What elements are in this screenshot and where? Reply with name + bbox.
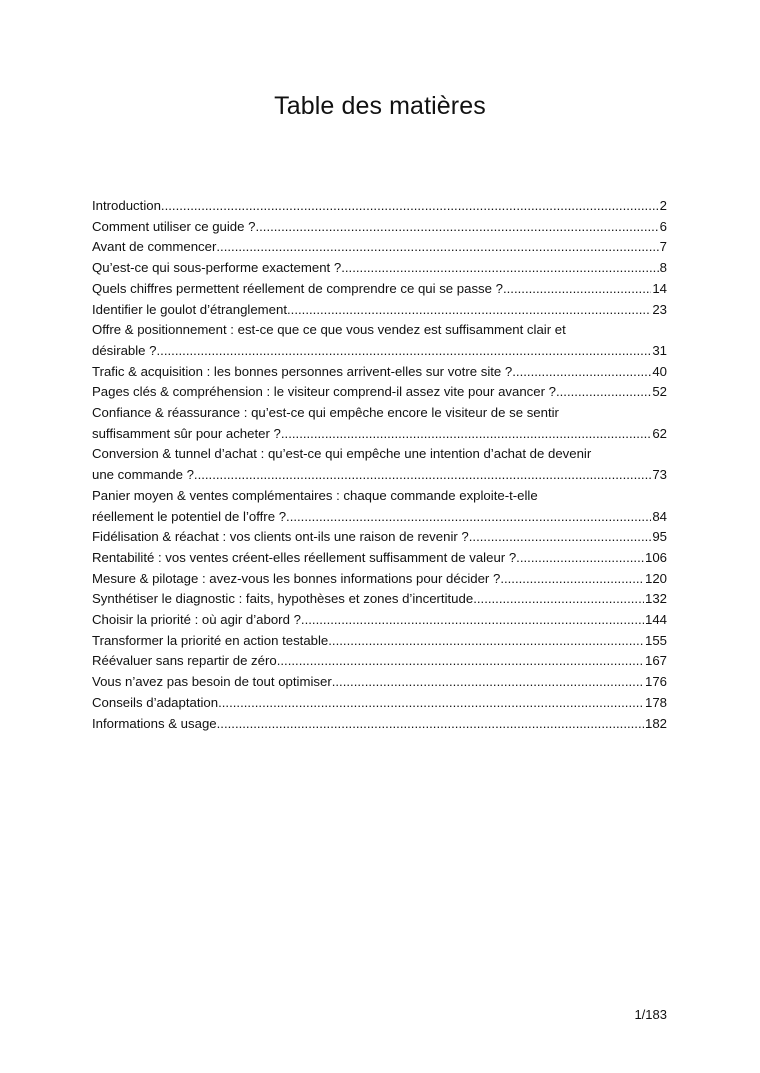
dot-leader xyxy=(328,631,644,652)
toc-entry[interactable] xyxy=(92,589,667,610)
dot-leader xyxy=(218,693,644,714)
toc-entry[interactable] xyxy=(92,569,667,590)
toc-entry-title: Synthétiser le diagnostic : faits, hypothèses et zones d’incertitude xyxy=(92,591,474,607)
dot-leader xyxy=(286,507,651,528)
dot-leader xyxy=(512,362,651,383)
toc-entry-title-line: Confiance & réassurance : qu’est-ce qui empêche encore le visiteur de se sentir xyxy=(92,405,559,421)
toc-page-number: 23 xyxy=(652,301,667,317)
dot-leader xyxy=(469,527,652,548)
toc-page-number: 14 xyxy=(652,280,667,296)
toc-page-number: 2 xyxy=(659,198,667,213)
toc-entry-title: Vous n’avez pas besoin de tout optimiser xyxy=(92,674,332,690)
toc-entry-title: Conseils d’adaptation xyxy=(92,694,219,710)
toc-entry[interactable] xyxy=(92,382,667,403)
toc-entry-title: désirable ? xyxy=(92,342,157,358)
toc-entry-title: Informations & usage xyxy=(92,715,217,731)
toc-entry[interactable] xyxy=(92,237,667,258)
dot-leader xyxy=(503,279,651,300)
toc-page-number: 31 xyxy=(652,342,667,358)
toc-page-number: 62 xyxy=(652,425,667,441)
dot-leader xyxy=(473,589,644,610)
toc-entry-title: Identifier le goulot d’étranglement xyxy=(92,301,288,317)
toc-entry-title-line: Conversion & tunnel d’achat : qu’est-ce qui empêche une intention d’achat de devenir xyxy=(92,446,592,462)
toc-page-number: 176 xyxy=(644,674,667,690)
toc-entry-title: Trafic & acquisition : les bonnes personnes arrivent-elles sur votre site ? xyxy=(92,363,513,379)
toc-page-number: 73 xyxy=(652,467,667,483)
dot-leader xyxy=(341,258,658,279)
toc-page-number: 155 xyxy=(644,632,667,648)
toc-entry[interactable] xyxy=(92,320,667,361)
dot-leader xyxy=(332,672,644,693)
dot-leader xyxy=(301,610,644,631)
toc-page-number: 178 xyxy=(644,694,667,710)
toc-page-number: 120 xyxy=(644,570,667,586)
toc-entry-title: Rentabilité : vos ventes créent-elles réellement suffisamment de valeur ? xyxy=(92,549,517,565)
toc-entry-title: Introduction xyxy=(92,198,161,213)
dot-leader xyxy=(281,424,651,445)
toc-entry[interactable] xyxy=(92,672,667,693)
toc-entry[interactable] xyxy=(92,444,667,485)
toc-entry[interactable] xyxy=(92,403,667,444)
dot-leader xyxy=(516,548,644,569)
toc-entry[interactable] xyxy=(92,610,667,631)
toc-entry-title-line: Panier moyen & ventes complémentaires : chaque commande exploite-t-elle xyxy=(92,487,538,503)
toc-entry-title: Pages clés & compréhension : le visiteur comprend-il assez vite pour avancer ? xyxy=(92,384,556,400)
dot-leader xyxy=(161,196,659,217)
toc-entry-title: Réévaluer sans repartir de zéro xyxy=(92,653,277,669)
page-title: Table des matières xyxy=(274,92,486,120)
dot-leader xyxy=(287,300,651,321)
toc-page-number: 167 xyxy=(644,653,667,669)
toc-entry-title: une commande ? xyxy=(92,467,194,483)
toc-entry-title: Qu’est-ce qui sous-performe exactement ? xyxy=(92,260,342,276)
toc-page-number: 52 xyxy=(652,384,667,400)
toc-entry-title: Comment utiliser ce guide ? xyxy=(92,218,256,234)
dot-leader xyxy=(556,382,651,403)
table-of-contents xyxy=(92,196,667,734)
toc-page-number: 40 xyxy=(652,363,667,379)
toc-entry[interactable] xyxy=(92,548,667,569)
toc-page-number: 132 xyxy=(644,591,667,607)
toc-entry-title: suffisamment sûr pour acheter ? xyxy=(92,425,281,441)
toc-entry[interactable] xyxy=(92,693,667,714)
toc-page-number: 95 xyxy=(652,529,667,545)
toc-entry-title: Quels chiffres permettent réellement de comprendre ce qui se passe ? xyxy=(92,280,503,296)
page-number: 1/183 xyxy=(634,1007,667,1022)
toc-entry[interactable] xyxy=(92,631,667,652)
toc-page-number: 7 xyxy=(659,239,667,255)
toc-entry-title-line: Offre & positionnement : est-ce que ce que vous vendez est suffisamment clair et xyxy=(92,322,566,338)
toc-entry-title: Transformer la priorité en action testable xyxy=(92,632,329,648)
toc-entry-title: réellement le potentiel de l’offre ? xyxy=(92,508,287,524)
toc-entry-title: Choisir la priorité : où agir d’abord ? xyxy=(92,612,301,628)
toc-entry[interactable] xyxy=(92,300,667,321)
toc-entry[interactable] xyxy=(92,258,667,279)
dot-leader xyxy=(277,651,644,672)
toc-page-number: 182 xyxy=(644,715,667,731)
toc-entry-title: Mesure & pilotage : avez-vous les bonnes informations pour décider ? xyxy=(92,570,501,586)
dot-leader xyxy=(255,217,658,238)
toc-entry[interactable] xyxy=(92,714,667,735)
toc-page-number: 6 xyxy=(659,218,667,234)
dot-leader xyxy=(217,714,644,735)
toc-entry[interactable] xyxy=(92,527,667,548)
dot-leader xyxy=(500,569,644,590)
toc-entry[interactable] xyxy=(92,651,667,672)
toc-page-number: 144 xyxy=(644,612,667,628)
dot-leader xyxy=(157,341,652,362)
dot-leader xyxy=(194,465,651,486)
toc-entry[interactable] xyxy=(92,486,667,527)
toc-entry-title: Avant de commencer xyxy=(92,239,217,255)
toc-entry[interactable] xyxy=(92,217,667,238)
toc-entry[interactable] xyxy=(92,362,667,383)
toc-page-number: 84 xyxy=(652,508,667,524)
toc-entry-title: Fidélisation & réachat : vos clients ont-ils une raison de revenir ? xyxy=(92,529,469,545)
dot-leader xyxy=(216,237,658,258)
toc-entry[interactable] xyxy=(92,196,667,217)
toc-entry[interactable] xyxy=(92,279,667,300)
toc-page-number: 8 xyxy=(659,260,667,276)
toc-page-number: 106 xyxy=(644,549,667,565)
